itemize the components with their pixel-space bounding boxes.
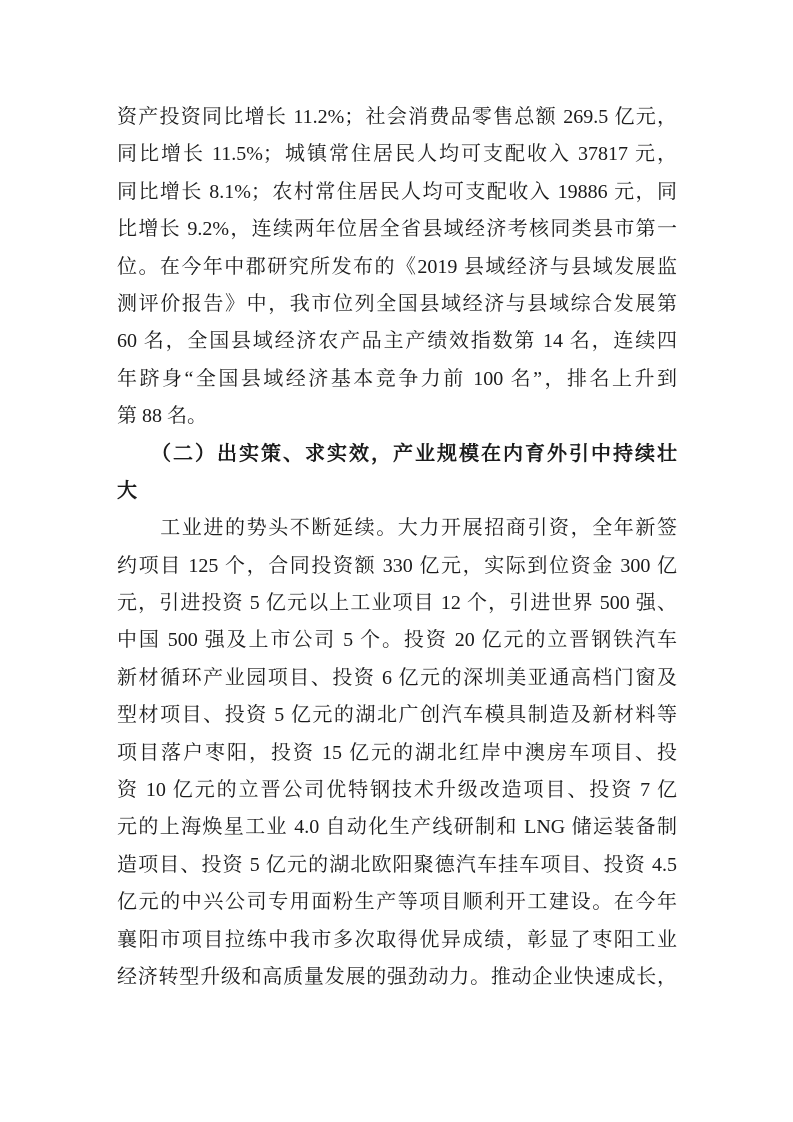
text-line: 60 名，全国县域经济农产品主产绩效指数第 14 名，连续四	[117, 330, 677, 353]
text-line: 测评价报告》中，我市位列全国县域经济与县域综合发展第	[117, 292, 677, 315]
text-line: （二）出实策、求实效，产业规模在内育外引中持续壮	[117, 442, 677, 465]
text-line: 亿元的中兴公司专用面粉生产等项目顺利开工建设。在今年	[117, 891, 677, 914]
text-line: 第 88 名。	[117, 405, 207, 428]
text-line: 同比增长 11.5%；城镇常住居民人均可支配收入 37817 元，	[117, 143, 677, 166]
text-line: 年跻身“全国县域经济基本竞争力前 100 名”，排名上升到	[117, 367, 677, 390]
text-line: 造项目、投资 5 亿元的湖北欧阳聚德汽车挂车项目、投资 4.5	[117, 853, 677, 876]
text-line: 位。在今年中郡研究所发布的《2019 县域经济与县域发展监	[117, 255, 677, 278]
document-text-column	[117, 99, 677, 996]
text-line: 约项目 125 个，合同投资额 330 亿元，实际到位资金 300 亿	[117, 554, 677, 577]
text-line: 新材循环产业园项目、投资 6 亿元的深圳美亚通高档门窗及	[117, 666, 677, 689]
text-line: 大	[117, 479, 137, 502]
text-line: 元，引进投资 5 亿元以上工业项目 12 个，引进世界 500 强、	[117, 592, 677, 615]
paragraph-economic-indicators	[117, 99, 677, 436]
paragraph-industrial-projects	[117, 510, 677, 996]
text-line: 型材项目、投资 5 亿元的湖北广创汽车模具制造及新材料等	[117, 704, 677, 727]
text-line: 经济转型升级和高质量发展的强劲动力。推动企业快速成长，	[117, 965, 677, 988]
text-line: 同比增长 8.1%；农村常住居民人均可支配收入 19886 元，同	[117, 180, 677, 203]
section-heading-2	[117, 436, 677, 511]
text-line: 襄阳市项目拉练中我市多次取得优异成绩，彰显了枣阳工业	[117, 928, 677, 951]
text-line: 中国 500 强及上市公司 5 个。投资 20 亿元的立晋钢铁汽车	[117, 629, 677, 652]
text-line: 资产投资同比增长 11.2%；社会消费品零售总额 269.5 亿元，	[117, 106, 677, 128]
text-line: 比增长 9.2%，连续两年位居全省县域经济考核同类县市第一	[117, 218, 677, 241]
text-line: 元的上海焕星工业 4.0 自动化生产线研制和 LNG 储运装备制	[117, 816, 677, 839]
text-line: 工业进的势头不断延续。大力开展招商引资，全年新签	[117, 517, 677, 540]
text-line: 资 10 亿元的立晋公司优特钢技术升级改造项目、投资 7 亿	[117, 779, 677, 802]
text-line: 项目落户枣阳，投资 15 亿元的湖北红岸中澳房车项目、投	[117, 741, 677, 764]
